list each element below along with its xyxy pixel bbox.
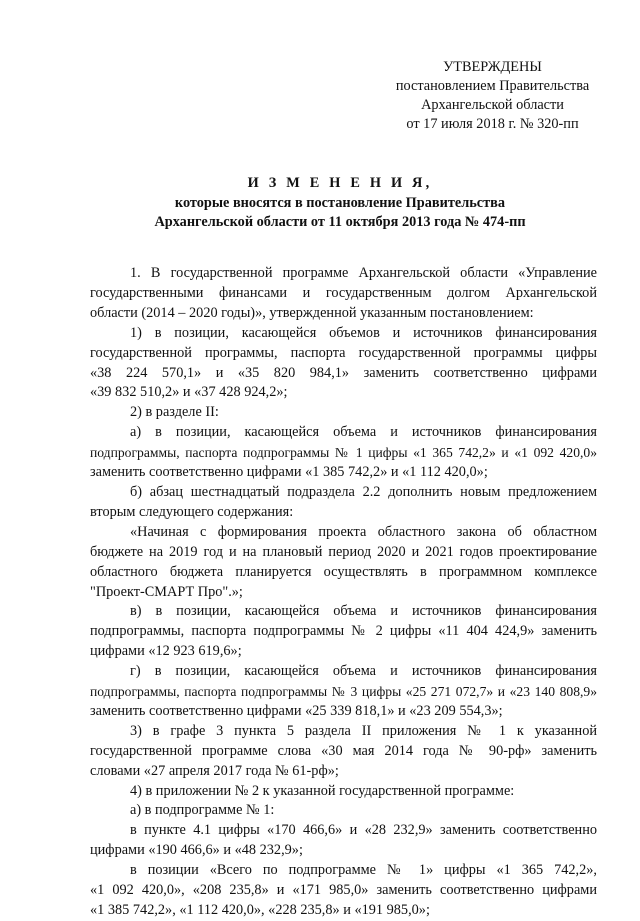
paragraph-line: а) в позиции, касающейся объема и источников финансирования bbox=[130, 424, 597, 441]
paragraph-line: «38 224 570,1» и «35 820 984,1» заменить соответственно цифрами bbox=[90, 364, 597, 381]
paragraph-line: в пункте 4.1 цифры «170 466,6» и «28 232,9» заменить соответственно bbox=[130, 822, 597, 839]
paragraph-line: подпрограммы, паспорта подпрограммы № 2 цифры «11 404 424,9» заменить bbox=[90, 623, 597, 640]
paragraph-line: областного бюджета планируется осуществлять в программном комплексе bbox=[90, 563, 597, 580]
document-title bbox=[90, 174, 590, 233]
paragraph-line: в) в позиции, касающейся объема и источников финансирования bbox=[130, 603, 597, 620]
paragraph-line: «1 092 420,0», «208 235,8» и «171 985,0» заменить соответственно цифрами bbox=[90, 882, 597, 899]
paragraph-line: бюджете на 2019 год и на плановый период 2020 и 2021 годов проектирование bbox=[90, 543, 597, 560]
paragraph-line: вторым следующего содержания: bbox=[90, 503, 294, 520]
paragraph-line: в позиции «Всего по подпрограмме № 1» цифры «1 365 742,2», bbox=[130, 862, 597, 879]
paragraph-line: "Проект-СМАРТ Про".»; bbox=[90, 583, 243, 600]
approval-date: от 17 июля 2018 г. № 320-пп bbox=[406, 116, 579, 132]
paragraph-line: а) в подпрограмме № 1: bbox=[130, 802, 275, 819]
paragraph-line: подпрограммы, паспорта подпрограммы № 3 цифры «25 271 072,7» и «23 140 808,9» bbox=[90, 684, 597, 700]
paragraph-line: заменить соответственно цифрами «1 385 742,2» и «1 112 420,0»; bbox=[90, 464, 488, 481]
paragraph-line: «1 385 742,2», «1 112 420,0», «228 235,8» и «191 985,0»; bbox=[90, 902, 430, 918]
paragraph-line: цифрами «190 466,6» и «48 232,9»; bbox=[90, 842, 303, 859]
paragraph-line: г) в позиции, касающейся объема и источников финансирования bbox=[130, 663, 597, 680]
paragraph-line: 2) в разделе II: bbox=[130, 404, 219, 421]
paragraph-line: заменить соответственно цифрами «25 339 818,1» и «23 209 554,3»; bbox=[90, 702, 503, 719]
paragraph-line: словами «27 апреля 2017 года № 61-рф»; bbox=[90, 762, 339, 779]
document-body bbox=[90, 264, 597, 921]
title-subline: Архангельской области от 11 октября 2013 года № 474-пп bbox=[154, 214, 526, 230]
title-heading: И З М Е Н Е Н И Я, bbox=[247, 175, 433, 191]
paragraph-line: 1) в позиции, касающейся объемов и источников финансирования bbox=[130, 324, 597, 341]
paragraph-line: б) абзац шестнадцатый подраздела 2.2 дополнить новым предложением bbox=[130, 483, 597, 500]
approval-line: Архангельской области bbox=[421, 97, 564, 113]
paragraph-line: «39 832 510,2» и «37 428 924,2»; bbox=[90, 384, 288, 401]
paragraph-line: подпрограммы, паспорта подпрограммы № 1 цифры «1 365 742,2» и «1 092 420,0» bbox=[90, 445, 597, 461]
paragraph-line: государственной программе слова «30 мая 2014 года № 90-рф» заменить bbox=[90, 742, 597, 759]
approval-heading: УТВЕРЖДЕНЫ bbox=[443, 59, 542, 75]
paragraph-line: 1. В государственной программе Архангельской области «Управление bbox=[130, 265, 597, 281]
paragraph-line: 4) в приложении № 2 к указанной государственной программе: bbox=[130, 782, 515, 799]
title-subline: которые вносятся в постановление Правительства bbox=[174, 194, 506, 211]
approval-stamp bbox=[380, 58, 605, 134]
paragraph-line: государственной программы, паспорта государственной программы цифры bbox=[90, 344, 597, 361]
paragraph-line: цифрами «12 923 619,6»; bbox=[90, 643, 242, 660]
paragraph-line: области (2014 – 2020 годы)», утвержденной указанным постановлением: bbox=[90, 304, 534, 321]
paragraph-line: «Начиная с формирования проекта областного закона об областном bbox=[130, 523, 597, 540]
paragraph-line: 3) в графе 3 пункта 5 раздела II приложения № 1 к указанной bbox=[130, 722, 597, 739]
approval-line: постановлением Правительства bbox=[395, 78, 590, 94]
paragraph-line: государственными финансами и государственным долгом Архангельской bbox=[90, 284, 597, 301]
